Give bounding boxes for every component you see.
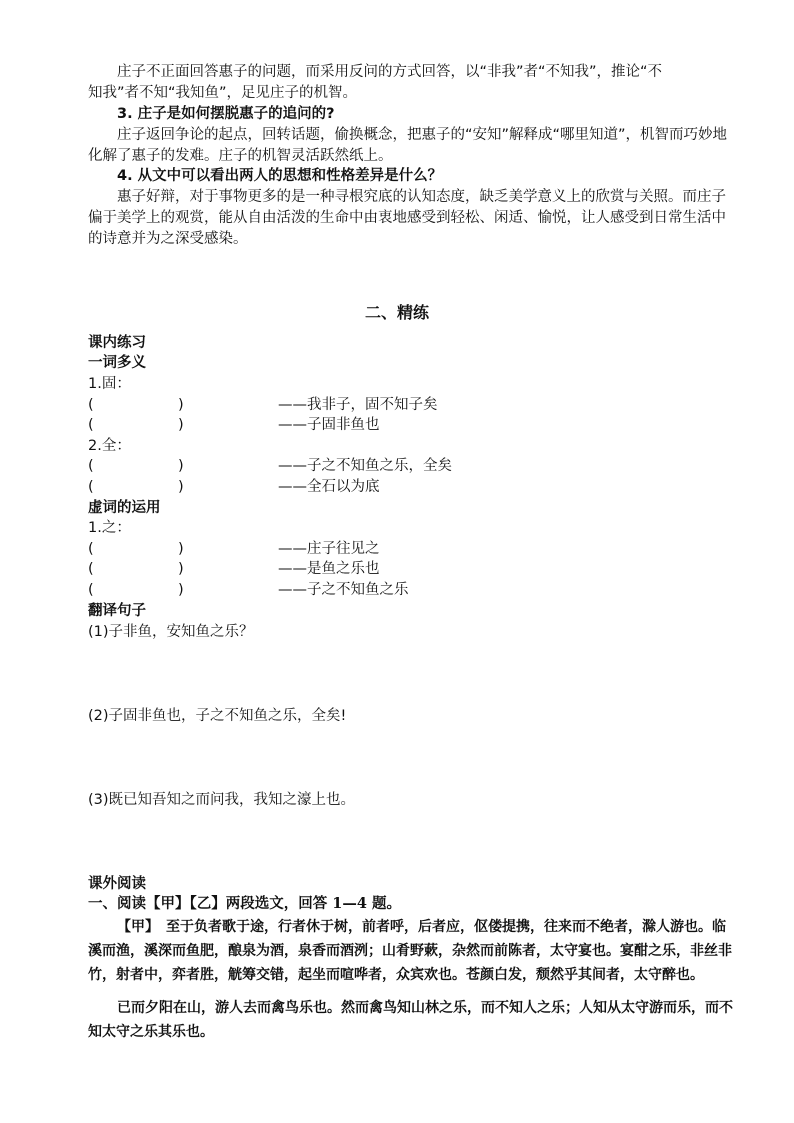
paren-open: ( <box>88 397 94 413</box>
reading-instruction: 一、阅读【甲】【乙】两段选文，回答 1—4 题。 <box>88 895 402 912</box>
paren-close: ) <box>178 561 184 577</box>
gu-label: 1.固： <box>88 376 131 392</box>
quan-label: 2.全： <box>88 438 131 454</box>
translate-item: (1)子非鱼，安知鱼之乐？ <box>88 624 254 640</box>
analysis-paragraph-3: 庄子返回争论的起点，回转话题，偷换概念，把惠子的“安知”解释成“哪里知道”，机智而巧妙地化解了惠子的发难。庄子的机智灵活跃然纸上。 <box>88 127 728 164</box>
translate-item: (2)子固非鱼也，子之不知鱼之乐，全矣! <box>88 708 347 724</box>
paren-open: ( <box>88 417 94 433</box>
out-class-label: 课外阅读 <box>88 876 146 892</box>
example-text: ——全石以为底 <box>278 479 380 495</box>
polysemy-label: 一词多义 <box>88 355 146 371</box>
paren-close: ) <box>178 458 184 474</box>
paren-open: ( <box>88 582 94 598</box>
blank-row <box>88 559 380 579</box>
translate-label: 翻译句子 <box>88 603 146 619</box>
in-class-label: 课内练习 <box>88 335 146 351</box>
question-3-heading: 3. 庄子是如何摆脱惠子的追问的? <box>117 106 335 122</box>
section-title: 二、精练 <box>364 303 429 322</box>
paren-open: ( <box>88 561 94 577</box>
example-text: ——子之不知鱼之乐，全矣 <box>278 458 452 474</box>
passage-tag-jia: 【甲】 <box>117 919 152 935</box>
analysis-line: 知我”者不知“我知鱼”，足见庄子的机智。 <box>88 85 358 101</box>
paren-open: ( <box>88 458 94 474</box>
paren-close: ) <box>178 417 184 433</box>
question-4-heading: 4. 从文中可以看出两人的思想和性格差异是什么？ <box>117 168 443 184</box>
analysis-paragraph-1 <box>88 62 738 104</box>
reading-passage-jia-1 <box>88 915 738 987</box>
blank-row <box>88 539 380 559</box>
blank-row <box>88 395 438 415</box>
example-text: ——子之不知鱼之乐 <box>278 582 409 598</box>
example-text: ——子固非鱼也 <box>278 417 380 433</box>
example-text: ——我非子，固不知子矣 <box>278 397 438 413</box>
paren-open: ( <box>88 479 94 495</box>
example-text: ——庄子往见之 <box>278 541 380 557</box>
analysis-paragraph-4: 惠子好辩，对于事物更多的是一种寻根究底的认知态度，缺乏美学意义上的欣赏与关照。而庄子偏于美学上的观赏，能从自由活泼的生命中由衷地感受到轻松、闲适、愉悦，让人感受到日常生活中的诗意并为之深受感染。 <box>88 189 726 247</box>
reading-passage-jia-2: 已而夕阳在山，游人去而禽鸟乐也。然而禽鸟知山林之乐，而不知人之乐；人知从太守游而乐，而不知太守之乐其乐也。 <box>88 1000 733 1040</box>
blank-row <box>88 580 409 600</box>
example-text: ——是鱼之乐也 <box>278 561 380 577</box>
paren-close: ) <box>178 397 184 413</box>
paren-close: ) <box>178 479 184 495</box>
zhi-label: 1.之： <box>88 520 131 536</box>
blank-row <box>88 415 380 435</box>
blank-row <box>88 456 452 476</box>
blank-row <box>88 477 380 497</box>
paren-close: ) <box>178 541 184 557</box>
passage-text: 至于负者歌于途，行者休于树，前者呼，后者应，伛偻提携，往来而不绝者，滁人游也。临溪而渔，溪深而鱼肥，酿泉为酒，泉香而酒洌；山肴野蔌，杂然而前陈者，太守宴也。宴酣之乐，非丝非竹，射者中，弈者胜，觥筹交错，起坐而喧哗者，众宾欢也。苍颜白发，颓然乎其间者，太守醉也。 <box>88 919 732 983</box>
paren-open: ( <box>88 541 94 557</box>
paren-close: ) <box>178 582 184 598</box>
translate-item: (3)既已知吾知之而问我，我知之濠上也。 <box>88 792 356 808</box>
function-words-label: 虚词的运用 <box>88 500 161 516</box>
analysis-line: 庄子不正面回答惠子的问题，而采用反问的方式回答，以“非我”者“不知我”，推论“不 <box>117 64 663 80</box>
